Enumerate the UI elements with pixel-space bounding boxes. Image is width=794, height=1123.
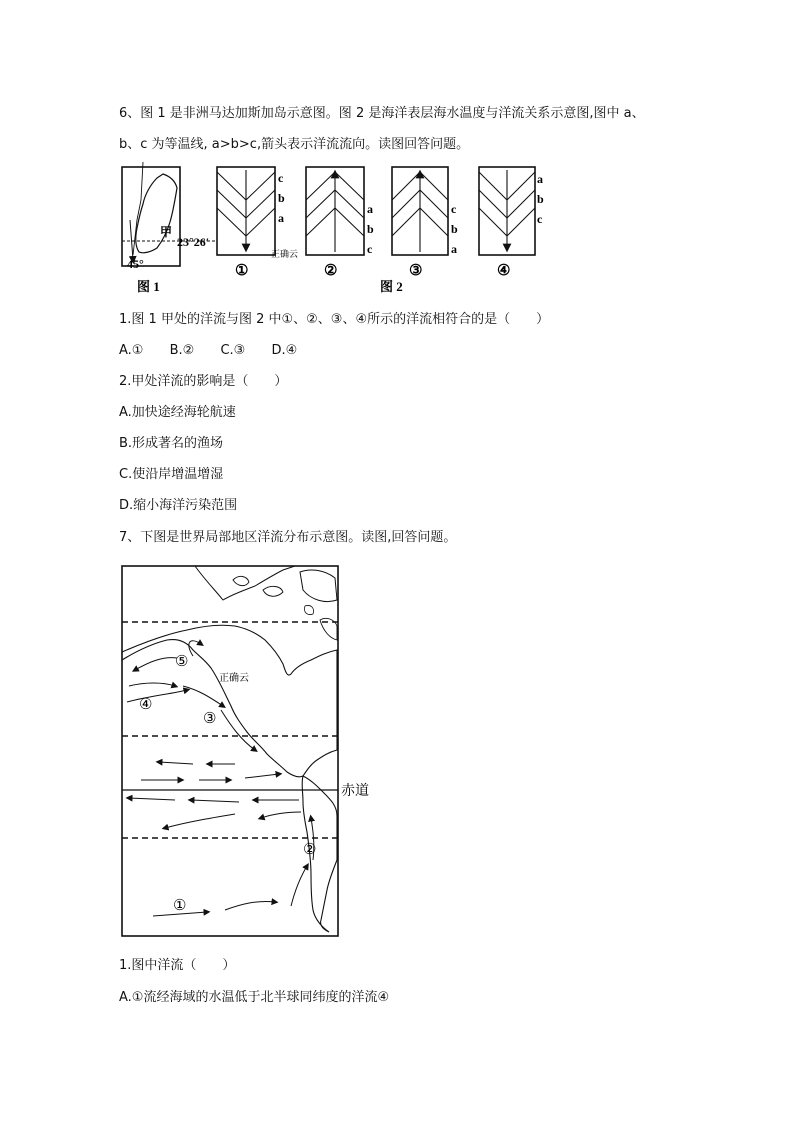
q7-sub1-option-a[interactable]: A.①流经海域的水温低于北半球同纬度的洋流④ [119,990,390,1005]
current-label-4: ④ [139,697,153,713]
q6-sub1-stem: 1.图 1 甲处的洋流与图 2 中①、②、③、④所示的洋流相符合的是（ ） [119,312,550,327]
map-watermark: 正确云 [219,673,249,684]
q6-sub2-option-a[interactable]: A.加快途经海轮航速 [119,405,236,420]
fig1-madagascar-map [122,162,215,266]
q6-figure [115,160,555,300]
fig2-panel3-num: ③ [409,263,423,279]
fig2-panel2-num: ② [324,263,338,279]
fig2-panel1-label-1: c [278,171,284,185]
equator-label: 赤道 [341,784,369,799]
q7-intro: 7、下图是世界局部地区洋流分布示意图。读图,回答问题。 [119,530,457,545]
q6-intro-line1: 6、图 1 是非洲马达加斯加岛示意图。图 2 是海洋表层海水温度与洋流关系示意图,图中 a、 [119,106,645,121]
fig2-watermark: 正确云 [271,250,299,260]
option-c[interactable]: C.③ [220,343,246,358]
option-a[interactable]: A.① [119,343,144,358]
current-label-2: ② [303,842,317,858]
fig2-panel4-label-2: b [537,192,544,206]
fig1-point-label: 甲 [160,225,173,239]
fig2-panel3-label-1: c [451,202,457,216]
fig2-panel-2 [306,167,364,255]
current-label-3: ③ [203,711,217,727]
fig2-caption: 图 2 [380,279,403,294]
fig2-panel-1 [217,167,275,255]
current-label-1: ① [173,898,187,914]
q6-sub2-option-b[interactable]: B.形成著名的渔场 [119,436,224,451]
option-d[interactable]: D.④ [271,343,298,358]
fig2-panel1-label-3: a [278,211,284,225]
fig2-panel-3 [392,167,448,255]
fig1-latitude-label: 23°26′ [177,235,210,249]
q6-intro-line2: b、c 为等温线, a>b>c,箭头表示洋流流向。读图回答问题。 [119,137,470,152]
q7-current-map [115,560,385,942]
option-b[interactable]: B.② [169,343,195,358]
fig2-panel1-num: ① [235,263,249,279]
fig1-longitude-label: 45° [127,257,144,271]
q6-sub2-option-d[interactable]: D.缩小海洋污染范围 [119,498,238,513]
fig2-panel2-label-2: b [367,222,374,236]
fig2-panel3-label-3: a [451,242,457,256]
q6-sub2-option-c[interactable]: C.使沿岸增温增湿 [119,467,224,482]
fig2-panel4-label-3: c [537,212,543,226]
fig2-panel4-num: ④ [497,263,511,279]
fig2-panel1-label-2: b [278,191,285,205]
fig2-panel2-label-1: a [367,202,373,216]
current-label-5: ⑤ [175,654,189,670]
fig2-panel-4 [479,167,535,255]
q7-sub1-stem: 1.图中洋流（ ） [119,958,236,973]
fig1-caption: 图 1 [137,279,160,294]
fig2-panel3-label-2: b [451,222,458,236]
fig2-panel4-label-1: a [537,172,543,186]
q6-sub2-stem: 2.甲处洋流的影响是（ ） [119,374,288,389]
fig2-panel2-label-3: c [367,242,373,256]
q6-sub1-options [119,343,319,359]
